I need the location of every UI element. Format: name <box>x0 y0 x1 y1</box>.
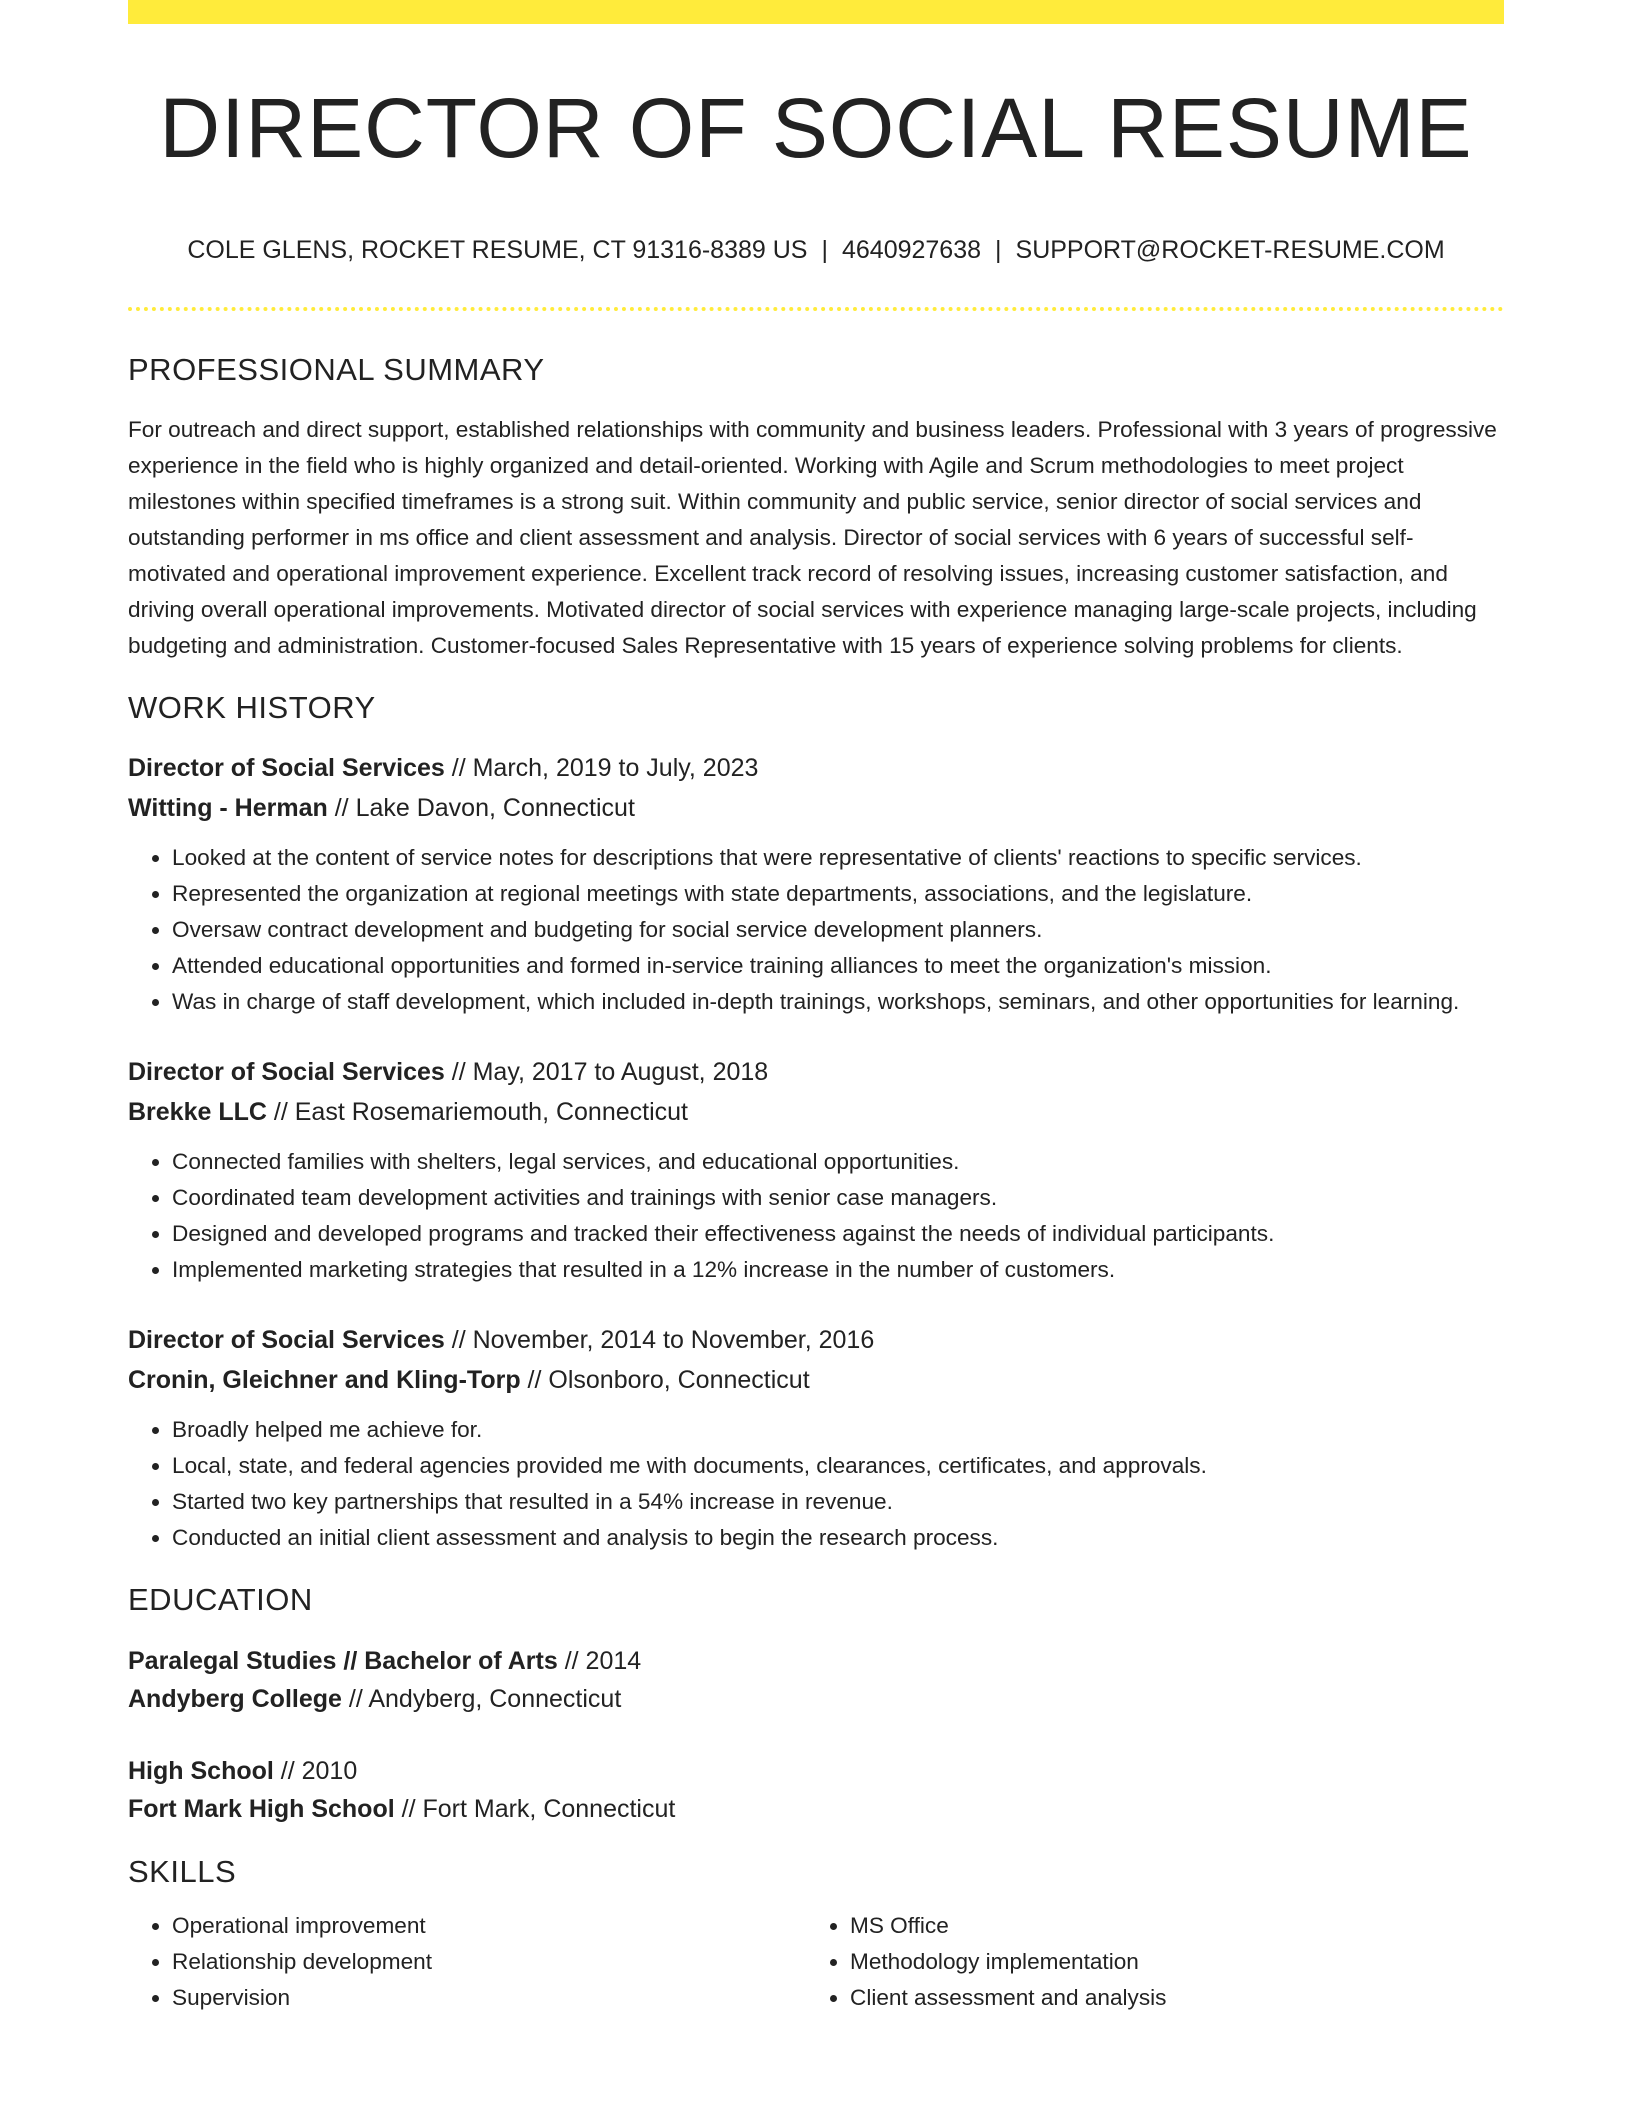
education-year: // 2010 <box>280 1757 358 1785</box>
job-bullet: • Implemented marketing strategies that resulted in a 12% increase in the number of customers. <box>172 1252 1504 1288</box>
education-heading: EDUCATION <box>128 1582 313 1617</box>
education-school: Fort Mark High School <box>128 1795 395 1823</box>
job-bullet: • Attended educational opportunities and formed in-service training alliances to meet the organization's mission. <box>172 948 1504 984</box>
job-bullet: • Represented the organization at regional meetings with state departments, associations, and the legislature. <box>172 876 1504 912</box>
job-company-line <box>128 1092 1504 1132</box>
job-title: Director of Social Services <box>128 1058 445 1086</box>
resume-title: DIRECTOR OF SOCIAL RESUME <box>159 81 1473 175</box>
skill-item: • Supervision <box>172 1980 806 2016</box>
job-title: Director of Social Services <box>128 1326 445 1354</box>
job-bullet: • Oversaw contract development and budgeting for social service development planners. <box>172 912 1504 948</box>
job-title: Director of Social Services <box>128 754 445 782</box>
education-location: // Fort Mark, Connecticut <box>401 1795 676 1823</box>
contact-line <box>128 236 1504 265</box>
education-degree: High School <box>128 1757 274 1785</box>
contact-email: SUPPORT@ROCKET-RESUME.COM <box>1015 236 1445 264</box>
job-dates: // March, 2019 to July, 2023 <box>451 754 759 782</box>
skill-item: • Relationship development <box>172 1944 806 1980</box>
job-entry <box>128 748 1504 1020</box>
education-entry <box>128 1642 1504 1718</box>
job-company-line <box>128 788 1504 828</box>
contact-separator: | <box>821 236 828 264</box>
education-location: // Andyberg, Connecticut <box>348 1685 622 1713</box>
education-section <box>128 1582 1504 1828</box>
skills-section <box>128 1854 1504 2016</box>
dotted-divider <box>128 307 1504 311</box>
education-degree: Paralegal Studies // Bachelor of Arts <box>128 1647 558 1675</box>
job-bullet: • Broadly helped me achieve for. <box>172 1412 1504 1448</box>
education-degree-line <box>128 1642 1504 1680</box>
skill-item: • MS Office <box>850 1908 1484 1944</box>
job-title-line <box>128 1052 1504 1092</box>
job-bullet-list <box>128 1412 1504 1556</box>
job-company: Cronin, Gleichner and Kling-Torp <box>128 1366 521 1394</box>
accent-top-bar <box>128 0 1504 24</box>
skills-list-left <box>128 1908 806 2016</box>
skill-item: • Methodology implementation <box>850 1944 1484 1980</box>
contact-address: COLE GLENS, ROCKET RESUME, CT 91316-8389 US <box>187 236 808 264</box>
job-entry <box>128 1052 1504 1288</box>
job-bullet: • Coordinated team development activities and trainings with senior case managers. <box>172 1180 1504 1216</box>
education-school: Andyberg College <box>128 1685 342 1713</box>
job-bullet: • Designed and developed programs and tracked their effectiveness against the needs of individual participants. <box>172 1216 1504 1252</box>
job-bullet: • Local, state, and federal agencies provided me with documents, clearances, certificates, and approvals. <box>172 1448 1504 1484</box>
contact-separator: | <box>995 236 1002 264</box>
job-entry <box>128 1320 1504 1556</box>
summary-section <box>128 352 1504 664</box>
education-school-line <box>128 1790 1504 1828</box>
work-history-section <box>128 690 1504 1556</box>
work-history-heading: WORK HISTORY <box>128 690 376 725</box>
job-location: // Lake Davon, Connecticut <box>334 794 635 822</box>
job-bullet-list <box>128 1144 1504 1288</box>
job-bullet: • Conducted an initial client assessment and analysis to begin the research process. <box>172 1520 1504 1556</box>
education-degree-line <box>128 1752 1504 1790</box>
job-company-line <box>128 1360 1504 1400</box>
job-title-line <box>128 748 1504 788</box>
resume-body <box>128 352 1504 2016</box>
summary-heading: PROFESSIONAL SUMMARY <box>128 352 545 387</box>
job-dates: // November, 2014 to November, 2016 <box>451 1326 875 1354</box>
skills-list-right <box>806 1908 1484 2016</box>
education-school-line <box>128 1680 1504 1718</box>
job-dates: // May, 2017 to August, 2018 <box>451 1058 769 1086</box>
job-title-line <box>128 1320 1504 1360</box>
education-entry <box>128 1752 1504 1828</box>
job-bullet-list <box>128 840 1504 1020</box>
education-year: // 2014 <box>564 1647 642 1675</box>
job-bullet: • Started two key partnerships that resulted in a 54% increase in revenue. <box>172 1484 1504 1520</box>
job-bullet: • Was in charge of staff development, which included in-depth trainings, workshops, seminars, and other opportunities for learning. <box>172 984 1504 1020</box>
skill-item: • Client assessment and analysis <box>850 1980 1484 2016</box>
skills-columns <box>128 1908 1504 2016</box>
job-company: Witting - Herman <box>128 794 328 822</box>
skill-item: • Operational improvement <box>172 1908 806 1944</box>
skills-heading: SKILLS <box>128 1854 237 1889</box>
contact-phone: 4640927638 <box>841 236 982 264</box>
job-bullet: • Connected families with shelters, legal services, and educational opportunities. <box>172 1144 1504 1180</box>
job-bullet: • Looked at the content of service notes for descriptions that were representative of clients' reactions to specific services. <box>172 840 1504 876</box>
job-location: // Olsonboro, Connecticut <box>527 1366 810 1394</box>
job-location: // East Rosemariemouth, Connecticut <box>273 1098 688 1126</box>
summary-text: For outreach and direct support, established relationships with community and business leaders. Professional with 3 years of progressive experience in the field who is highly organized and detail-oriented. Working with Agile and Scrum methodologies to meet project milestones within specified timeframes is a strong suit. Within community and public service, senior director of social services and outstanding performer in ms office and client assessment and analysis. Director of social services with 6 years of successful self-motivated and operational improvement experience. Excellent track record of resolving issues, increasing customer satisfaction, and driving overall operational improvements. Motivated director of social services with experience managing large-scale projects, including budgeting and administration. Customer-focused Sales Representative with 15 years of experience solving problems for clients. <box>128 417 1497 658</box>
job-company: Brekke LLC <box>128 1098 267 1126</box>
